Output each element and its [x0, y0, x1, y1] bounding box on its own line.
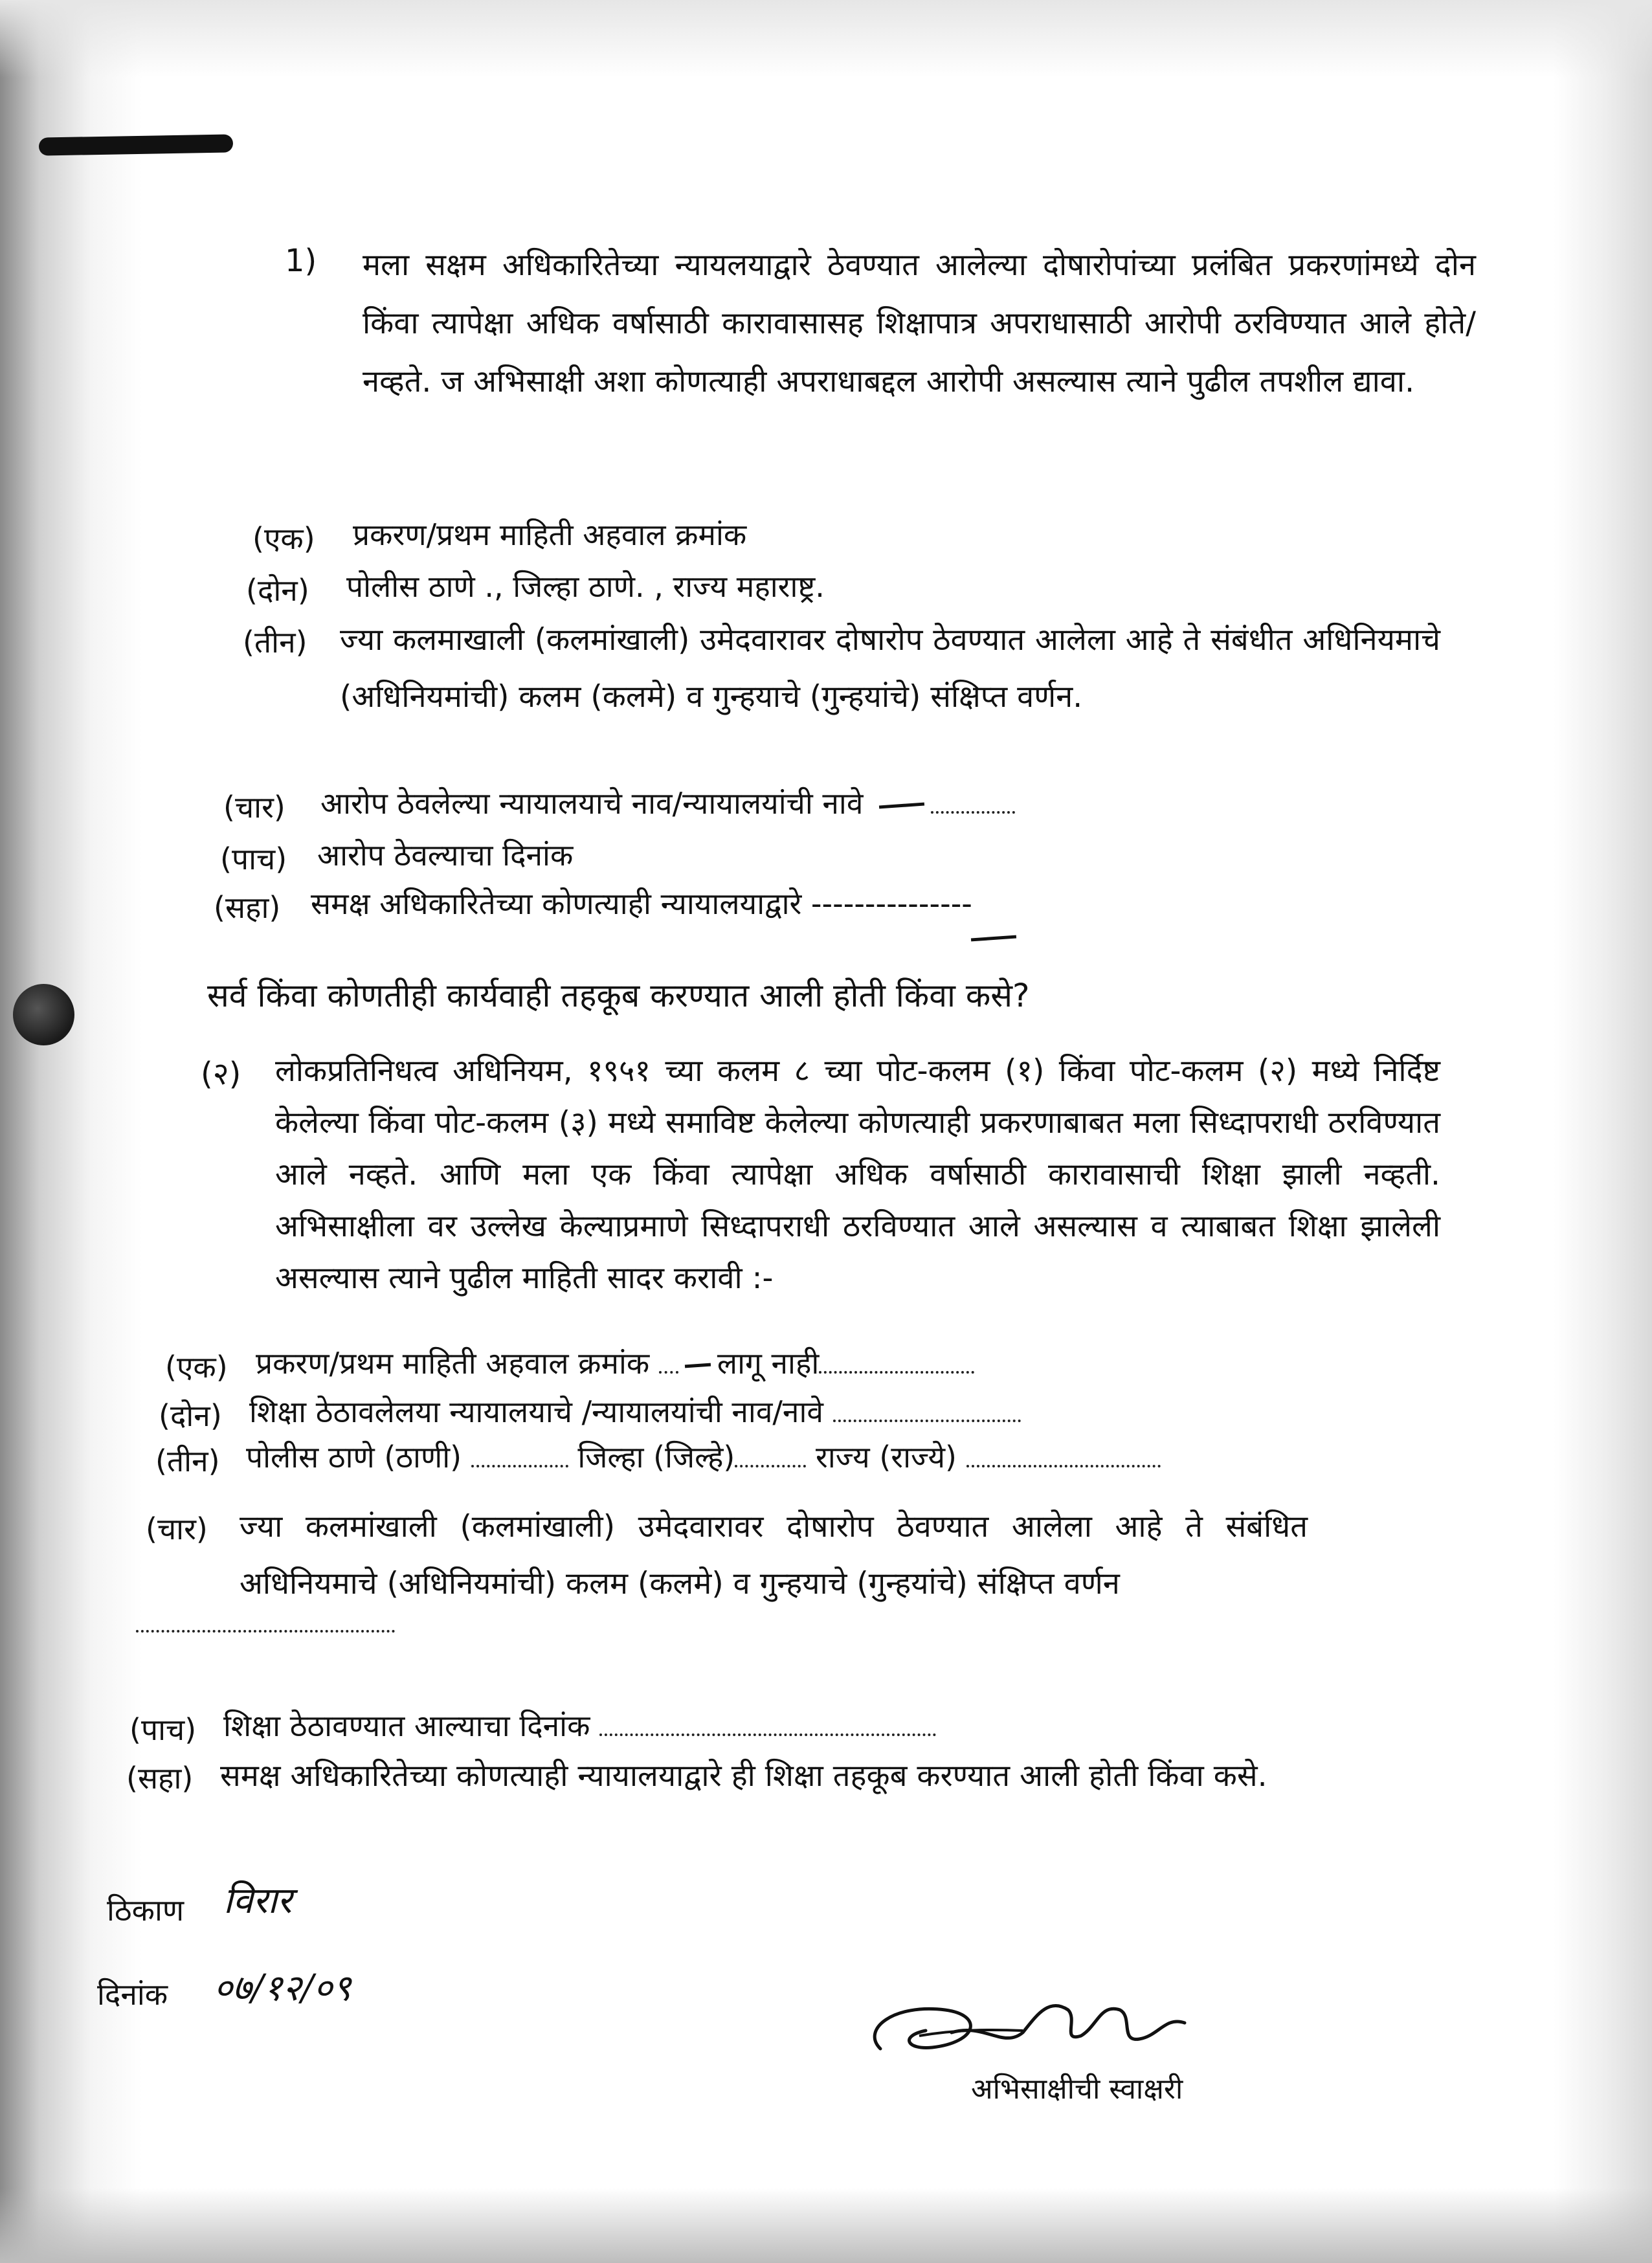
s2-item3-police: पोलीस ठाणे (ठाणी) [246, 1440, 462, 1475]
blank-line [659, 1365, 678, 1374]
s2-item3-district: जिल्हा (जिल्हे) [577, 1440, 735, 1475]
section2-number: (२) [201, 1056, 241, 1092]
s1-item1-label: (एक) [252, 521, 315, 556]
s2-item1-label: (एक) [165, 1350, 228, 1385]
binder-mark [39, 134, 233, 155]
section2-paragraph: लोकप्रतिनिधत्व अधिनियम, १९५१ च्या कलम ८ च्या पोट-कलम (१) किंवा पोट-कलम (२) मध्ये निर्दिष्ट केलेल्या किंवा पोट-कलम (३) मध्ये समाविष्ट केलेल्या कोणत्याही प्रकरणाबाबत मला सिध्दापराधी ठरविण्यात आले नव्हते. आणि मला एक किंवा त्यापेक्षा अधिक वर्षासाठी कारावासाची शिक्षा झाली नव्हती. अभिसाक्षीला वर उल्लेख केल्याप्रमाणे सिध्दापराधी ठरविण्यात आले असल्यास व त्याबाबत शिक्षा झालेली असल्यास त्याने पुढील माहिती सादर करावी :- [275, 1053, 1440, 1296]
blank-line [136, 1623, 395, 1633]
s1-item5-label: (पाच) [220, 842, 287, 876]
s2-item6-label: (सहा) [126, 1761, 194, 1796]
blank-line [966, 1458, 1161, 1467]
handwritten-dash [971, 935, 1016, 942]
s2-item4-label: (चार) [146, 1511, 208, 1546]
s2-item3-state: राज्य (राज्ये) [816, 1440, 957, 1475]
s2-item3-label: (तीन) [155, 1444, 220, 1478]
s2-item5-caption: शिक्षा ठेठावण्यात आल्याचा दिनांक [223, 1708, 590, 1743]
section1-number: 1) [285, 243, 317, 279]
date-value: ०७/१२/०९ [214, 1967, 352, 2009]
s2-item2-label: (दोन) [159, 1398, 222, 1433]
blank-line [931, 805, 1015, 814]
s1-item6-caption: समक्ष अधिकारितेच्या कोणत्याही न्यायालयाद्वारे [311, 886, 802, 921]
s1-item3-text: ज्या कलमाखाली (कलमांखाली) उमेदवारावर दोषारोप ठेवण्यात आलेला आहे ते संबंधीत अधिनियमाचे (अधिनियमांची) कलम (कलमे) व गुन्हयाचे (गुन्हयांचे) संक्षिप्त वर्णन. [340, 622, 1440, 715]
place-value: विरार [223, 1880, 292, 1922]
s1-item4-label: (चार) [223, 790, 285, 825]
handwritten-dash [879, 803, 924, 809]
s1-item6-dashes: --------------- [810, 886, 972, 921]
scan-shadow-bottom [0, 2188, 1652, 2263]
scan-shadow-top [0, 0, 1652, 78]
handwritten-dash-mark [965, 919, 1023, 953]
section1-paragraph: मला सक्षम अधिकारितेच्या न्यायलयाद्वारे ठेवण्यात आलेल्या दोषारोपांच्या प्रलंबित प्रकरणांमध्ये दोन किंवा त्यापेक्षा अधिक वर्षासाठी कारावासासह शिक्षापात्र अपराधासाठी आरोपी ठरविण्यात आले होते/नव्हते. ज अभिसाक्षी अशा कोणत्याही अपराधाबद्दल आरोपी असल्यास त्याने पुढील तपशील द्यावा. [363, 247, 1476, 399]
s1-item1-text: प्रकरण/प्रथम माहिती अहवाल क्रमांक [353, 517, 747, 552]
s2-item1-caption: प्रकरण/प्रथम माहिती अहवाल क्रमांक [256, 1346, 650, 1381]
s2-item3-text [246, 1440, 1161, 1475]
s1-item4-caption: आरोप ठेवलेल्या न्यायालयाचे नाव/न्यायालयांची नावे [320, 786, 864, 821]
s2-item5-text [223, 1709, 936, 1743]
s2-item5-label: (पाच) [129, 1712, 197, 1747]
s1-item6-text [311, 887, 972, 921]
s1-question: सर्व किंवा कोणतीही कार्यवाही तहकूब करण्यात आली होती किंवा कसे? [207, 977, 1030, 1014]
s2-item2-text [249, 1395, 1021, 1429]
s1-item5-text: आरोप ठेवल्याचा दिनांक [317, 838, 574, 873]
s1-item3-label: (तीन) [243, 625, 307, 660]
signature-image [854, 1971, 1204, 2081]
s2-item1-text [256, 1346, 974, 1381]
s2-item1-value: लागू नाही [717, 1346, 820, 1381]
s1-item2-text: पोलीस ठाणे ., जिल्हा ठाणे. , राज्य महाराष्ट्र. [346, 569, 825, 604]
s2-item4-blank [136, 1605, 395, 1640]
punch-hole [13, 984, 74, 1045]
s2-item4-text: ज्या कलमांखाली (कलमांखाली) उमेदवारावर दोषारोप ठेवण्यात आलेला आहे ते संबंधित अधिनियमाचे (अधिनियमांची) कलम (कलमे) व गुन्हयाचे (गुन्हयांचे) संक्षिप्त वर्णन [240, 1509, 1308, 1601]
place-label: ठिकाण [107, 1893, 184, 1928]
blank-line [735, 1458, 806, 1467]
handwritten-dash [685, 1363, 711, 1368]
blank-line [833, 1413, 1021, 1422]
s1-item2-label: (दोन) [246, 573, 309, 608]
s1-item6-label: (सहा) [214, 890, 281, 925]
blank-line [471, 1458, 568, 1467]
date-label: दिनांक [97, 1977, 168, 2012]
signature-label: अभिसाक्षीची स्वाक्षरी [971, 2073, 1183, 2106]
blank-line [819, 1365, 974, 1374]
s1-item4-text [320, 786, 1015, 821]
blank-line [599, 1727, 936, 1736]
s2-item6-text: समक्ष अधिकारितेच्या कोणत्याही न्यायालयाद्वारे ही शिक्षा तहकूब करण्यात आली होती किंवा कसे. [220, 1758, 1267, 1794]
s2-item2-caption: शिक्षा ठेठावलेलया न्यायालयाचे /न्यायालयांची नाव/नावे [249, 1394, 823, 1429]
